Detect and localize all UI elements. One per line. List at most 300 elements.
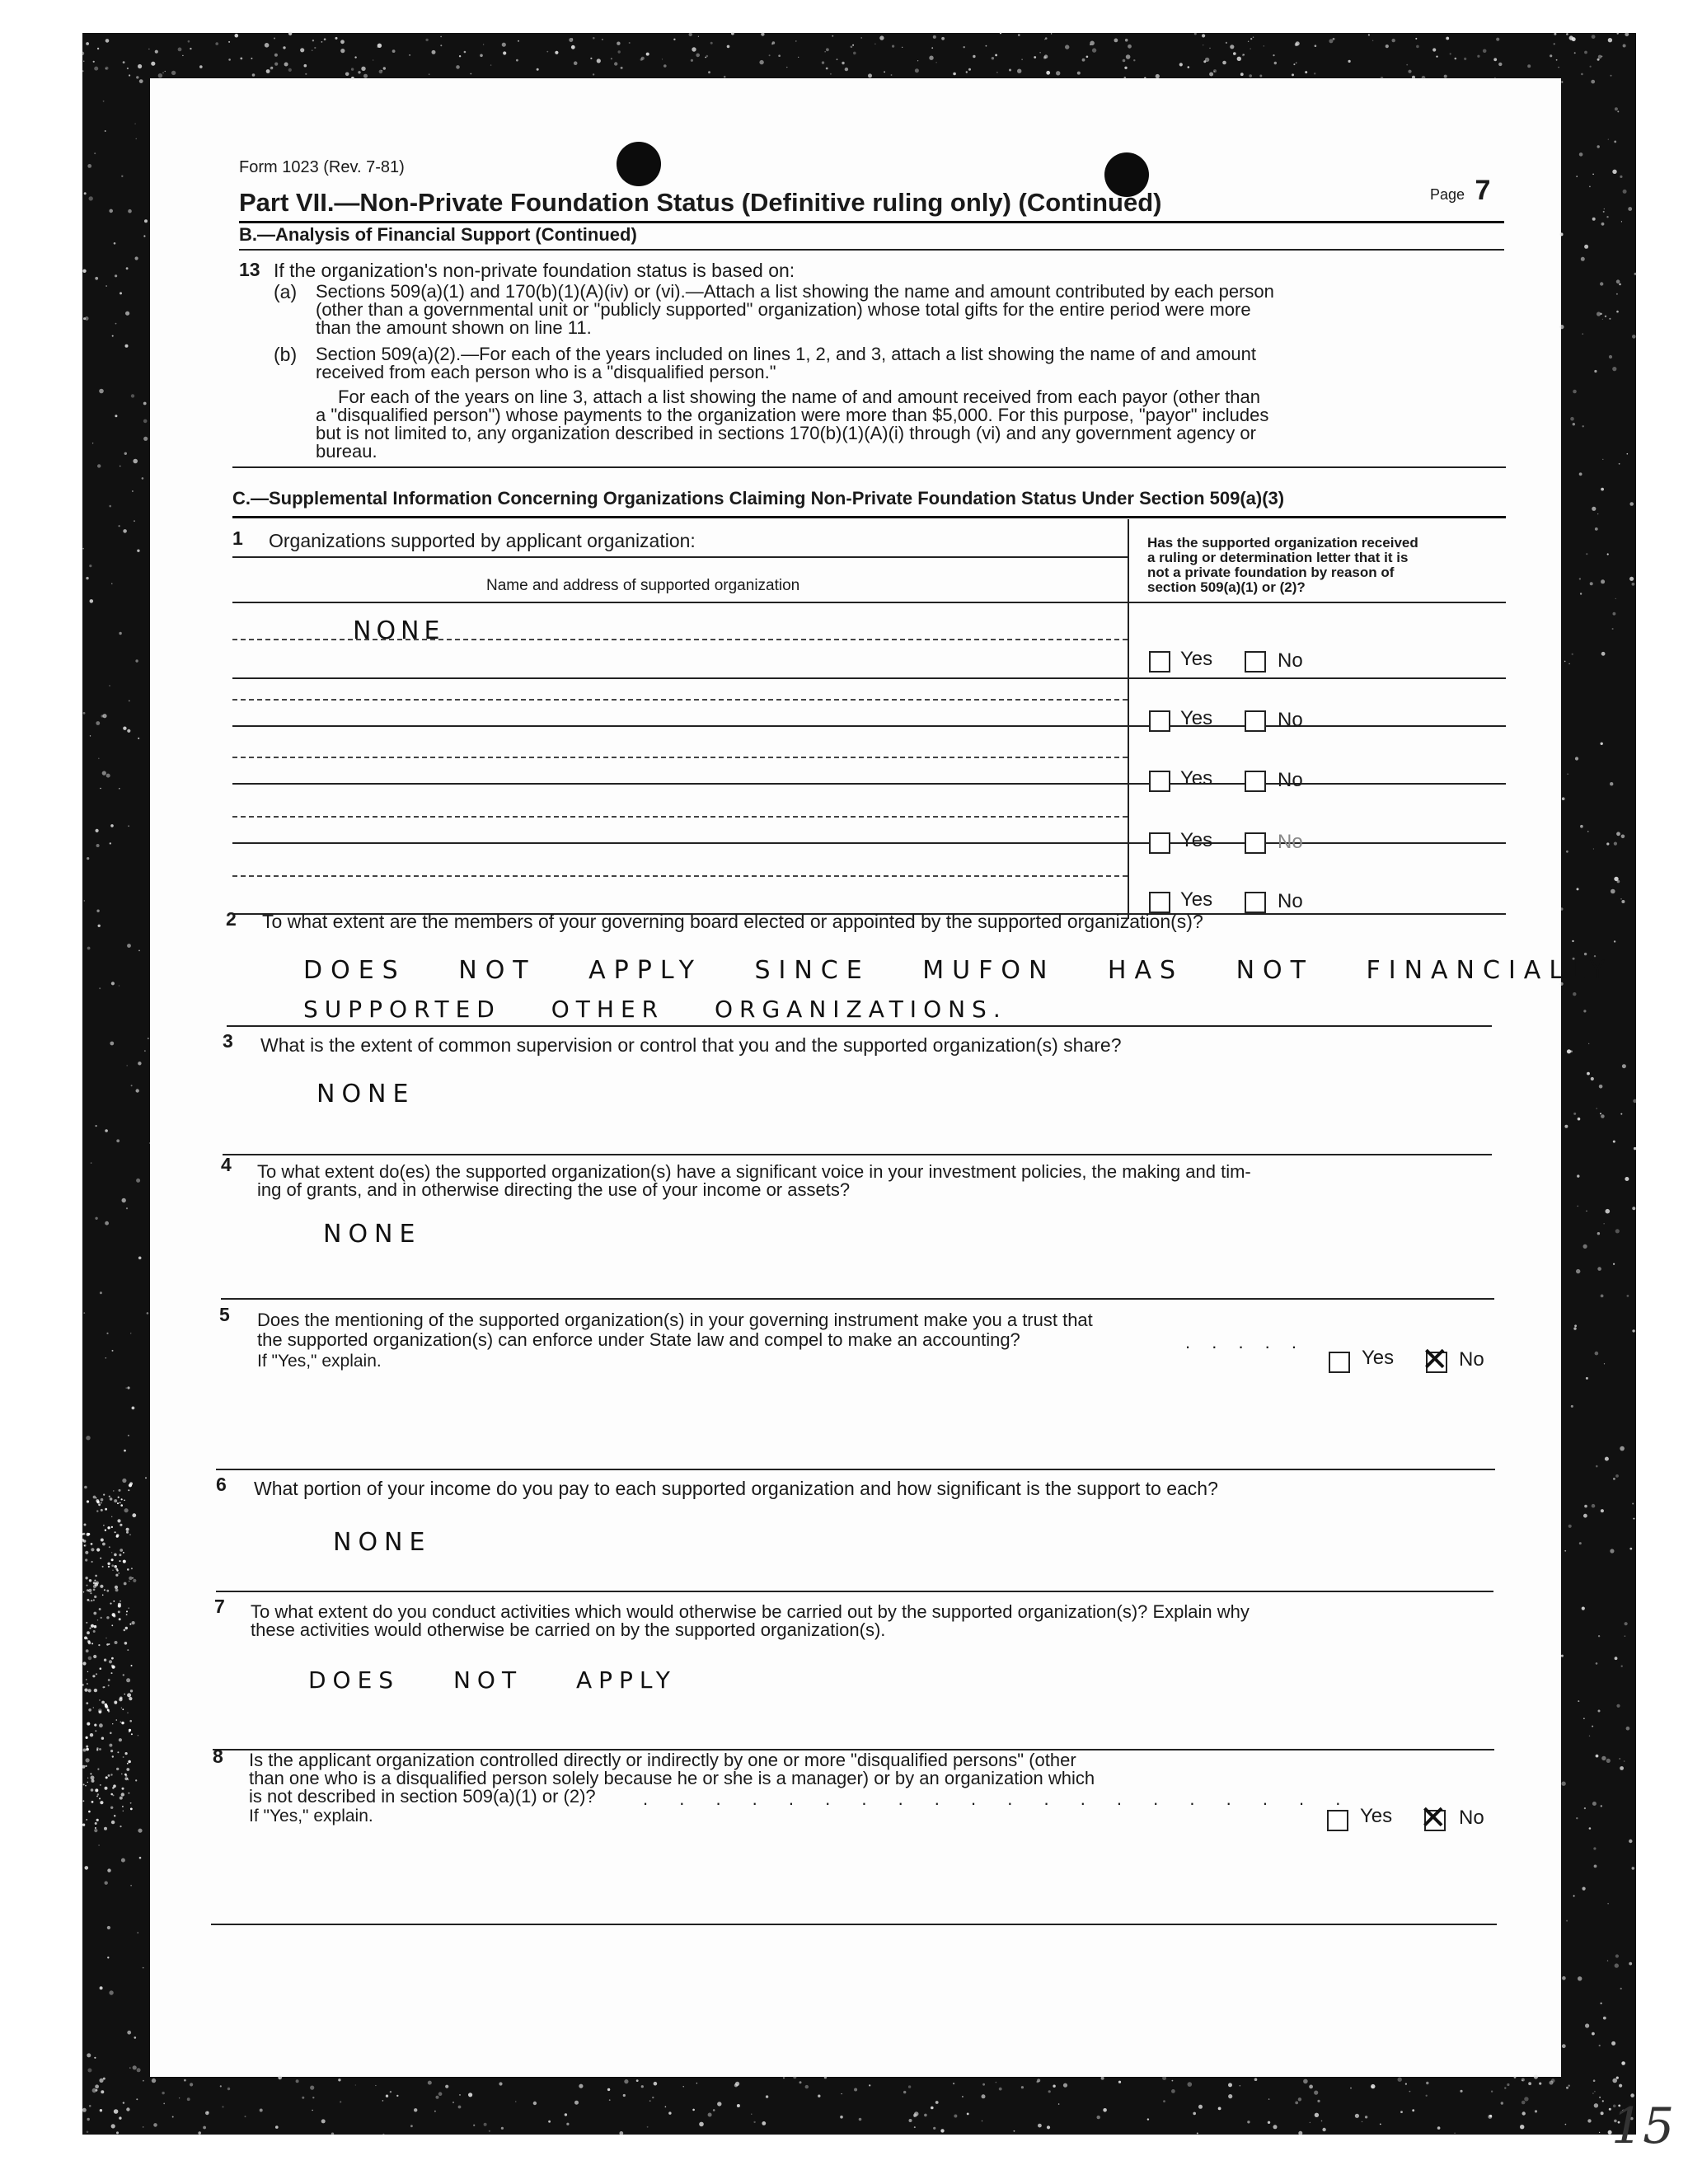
scan-speck (87, 164, 91, 168)
scan-speck (123, 1674, 124, 1675)
scan-speck (87, 857, 89, 860)
scan-speck (111, 583, 112, 584)
scan-speck (609, 2099, 611, 2101)
scan-speck (1584, 953, 1587, 955)
scan-speck (106, 67, 109, 70)
scan-speck (611, 58, 612, 59)
title-rule (239, 221, 1504, 223)
scan-speck (914, 2126, 916, 2128)
scan-speck (120, 466, 121, 467)
scan-speck (94, 1689, 97, 1692)
scan-speck (826, 48, 829, 51)
scan-speck (1444, 75, 1447, 78)
scan-speck (727, 45, 730, 49)
scan-speck (1611, 889, 1615, 894)
scan-speck (793, 2075, 796, 2079)
q1-row-3-no-label: No (1278, 769, 1303, 791)
scan-speck (86, 1679, 87, 1680)
scan-speck (1597, 145, 1600, 148)
scan-speck (705, 57, 706, 59)
scan-speck (555, 51, 558, 54)
scan-speck (115, 274, 117, 277)
scan-speck (358, 71, 360, 73)
scan-speck (1620, 176, 1622, 178)
scan-speck (501, 2127, 504, 2130)
q1-number: 1 (232, 527, 243, 549)
scan-speck (300, 48, 304, 52)
q1-row-2-line (232, 699, 1128, 701)
scan-speck (1437, 2126, 1441, 2130)
scan-speck (1598, 55, 1602, 59)
scan-speck (1612, 628, 1614, 630)
scan-speck (1194, 33, 1197, 35)
q13-b-line-3: For each of the years on line 3, attach a list showing the name of and amount received from each payor (other than (338, 387, 1260, 407)
scan-speck (107, 1563, 110, 1565)
scan-speck (99, 1710, 102, 1713)
scan-speck (187, 2097, 190, 2101)
scan-speck (1188, 66, 1190, 68)
scan-speck (1579, 152, 1583, 157)
scan-speck (1398, 2078, 1402, 2082)
scan-speck (115, 1641, 118, 1644)
scan-speck (96, 829, 99, 832)
scan-speck (1273, 2125, 1278, 2129)
scan-speck (941, 37, 945, 40)
scan-speck (967, 2113, 969, 2116)
scan-speck (86, 577, 88, 579)
scan-speck (340, 2101, 341, 2102)
scan-speck (1615, 1954, 1619, 1957)
scan-speck (1584, 245, 1588, 249)
scan-speck (132, 1407, 135, 1410)
q4-number: 4 (221, 1154, 232, 1175)
scan-speck (283, 46, 285, 49)
scan-speck (396, 2095, 398, 2097)
scan-speck (483, 44, 484, 45)
scan-speck (139, 79, 143, 83)
scan-speck (115, 1568, 118, 1571)
scan-speck (251, 58, 252, 59)
scan-speck (1632, 335, 1636, 339)
scan-speck (548, 2121, 551, 2123)
scan-speck (91, 1801, 94, 1803)
scan-speck (1587, 831, 1588, 832)
scan-speck (708, 71, 710, 73)
scan-speck (1240, 73, 1244, 76)
scan-speck (1580, 825, 1583, 828)
scan-speck (935, 62, 936, 63)
scan-speck (1571, 1405, 1573, 1408)
scan-speck (149, 1142, 151, 1144)
scan-speck (112, 1787, 115, 1789)
scan-speck (107, 1709, 110, 1712)
scan-speck (1632, 583, 1635, 586)
scan-speck (120, 292, 122, 294)
scan-speck (1620, 1766, 1624, 1770)
scan-speck (1634, 1147, 1636, 1150)
scan-speck (86, 1436, 90, 1440)
q1-row-1-yes-checkbox[interactable] (1149, 651, 1170, 673)
scan-speck (94, 1829, 97, 1832)
scan-speck (99, 1797, 101, 1799)
scan-speck (122, 1708, 124, 1710)
scan-speck (1295, 2102, 1298, 2105)
scan-speck (1274, 62, 1277, 64)
scan-speck (90, 735, 91, 736)
scan-speck (1077, 72, 1081, 75)
scan-speck (1118, 2081, 1121, 2083)
scan-speck (654, 2082, 658, 2086)
scan-speck (128, 1435, 129, 1436)
scan-speck (964, 46, 965, 48)
scan-speck (992, 57, 994, 59)
q2-number: 2 (226, 908, 237, 930)
q8-question-line-2: than one who is a disqualified person solely because he or she is a manager) or by an organization which (249, 1768, 1095, 1788)
scan-speck (123, 61, 125, 63)
scan-speck (106, 39, 110, 43)
scan-speck (182, 55, 183, 56)
scan-speck (110, 1774, 112, 1775)
scan-speck (116, 1139, 120, 1142)
q1-row-3-line (232, 757, 1128, 758)
scan-speck (986, 45, 987, 47)
q13-a-label: (a) (274, 281, 298, 302)
scan-speck (89, 1579, 91, 1582)
scan-speck (110, 1603, 111, 1605)
scan-speck (127, 68, 129, 69)
scan-speck (840, 2116, 843, 2119)
scan-speck (713, 2109, 715, 2111)
scan-speck (502, 43, 506, 47)
q5-question-line-1: Does the mentioning of the supported organization(s) in your governing instrument make you a trust that (257, 1310, 1093, 1330)
scan-speck (94, 1596, 96, 1598)
q1-ruling-header-3: not a private foundation by reason of (1147, 565, 1395, 580)
scan-speck (1406, 64, 1408, 66)
scan-speck (1568, 2085, 1570, 2087)
scan-speck (699, 2122, 704, 2127)
q5-number: 5 (219, 1304, 230, 1325)
scan-speck (1520, 2125, 1524, 2129)
scan-speck (83, 61, 85, 63)
scan-speck (1507, 2083, 1509, 2086)
scan-speck (143, 1967, 144, 1969)
scan-speck (96, 1510, 98, 1511)
scan-speck (109, 505, 111, 508)
q7-question-line-1: To what extent do you conduct activities which would otherwise be carried out by the supported organization(s)? Explain why (251, 1601, 1250, 1622)
q1-row-1-no-checkbox[interactable] (1245, 651, 1266, 673)
q13-a-line-3: than the amount shown on line 11. (316, 317, 592, 338)
scan-speck (321, 2119, 326, 2123)
scan-speck (119, 2116, 121, 2119)
scan-speck (284, 63, 288, 67)
scan-speck (1584, 1505, 1587, 1508)
scan-speck (138, 1829, 142, 1833)
scan-speck (127, 1649, 129, 1651)
scan-speck (1587, 2119, 1591, 2122)
scan-speck (340, 40, 345, 44)
scan-speck (503, 51, 506, 54)
scan-speck (1038, 2124, 1042, 2128)
scan-speck (119, 1738, 122, 1741)
scan-speck (340, 49, 345, 53)
q1-name-header: Name and address of supported organization (486, 577, 800, 594)
q8-yes-checkbox[interactable] (1327, 1810, 1348, 1831)
q5-no-label: No (1459, 1348, 1484, 1371)
scan-speck (1047, 2125, 1050, 2129)
scan-speck (106, 1333, 108, 1334)
scan-speck (91, 1543, 93, 1545)
scan-speck (1620, 1113, 1622, 1115)
scan-speck (1597, 59, 1600, 61)
scan-speck (86, 1637, 87, 1638)
scan-speck (100, 1784, 101, 1786)
scan-speck (87, 1599, 90, 1601)
scan-speck (1614, 877, 1618, 881)
scan-speck (95, 2084, 99, 2088)
scan-speck (1034, 56, 1036, 59)
scan-speck (126, 1387, 127, 1388)
scan-speck (1615, 1963, 1619, 1967)
scan-speck (1564, 1125, 1568, 1128)
scan-speck (107, 1868, 110, 1872)
q8-rule (211, 1924, 1497, 1925)
scan-speck (96, 1548, 100, 1551)
scan-speck (1616, 832, 1620, 836)
scan-speck (220, 2085, 222, 2087)
scan-speck (1598, 1710, 1601, 1713)
scan-speck (1314, 2091, 1318, 2095)
q1-row-4-no-checkbox[interactable] (1245, 832, 1266, 854)
scan-speck (312, 40, 314, 41)
scan-speck (1607, 1903, 1608, 1904)
scan-speck (116, 2131, 119, 2134)
scan-speck (617, 42, 620, 45)
scan-speck (94, 1580, 96, 1582)
scan-speck (92, 2088, 96, 2093)
scan-speck (324, 38, 326, 40)
scan-speck (1632, 1329, 1634, 1332)
scan-speck (1573, 992, 1576, 996)
scan-speck (111, 1516, 112, 1517)
q4-rule (221, 1298, 1494, 1300)
scan-speck (84, 1486, 87, 1489)
scan-speck (131, 1733, 133, 1735)
scan-speck (1623, 190, 1627, 194)
scan-speck (99, 2079, 103, 2083)
scan-speck (1583, 1514, 1587, 1518)
scan-speck (799, 2081, 802, 2083)
scan-speck (1607, 1960, 1608, 1961)
scan-speck (203, 2126, 206, 2130)
scan-speck (1573, 423, 1575, 425)
scan-speck (109, 1496, 110, 1497)
scan-speck (105, 1704, 108, 1708)
scan-speck (1621, 1666, 1623, 1667)
scan-speck (652, 2097, 654, 2098)
scan-speck (590, 58, 592, 59)
q1-row-4-yes-checkbox[interactable] (1149, 832, 1170, 854)
scan-speck (902, 47, 903, 48)
scan-speck (82, 1684, 84, 1686)
scan-speck (1612, 170, 1616, 174)
scan-speck (375, 2085, 376, 2086)
scan-speck (97, 464, 101, 467)
scan-speck (1209, 73, 1213, 77)
scan-speck (85, 1577, 87, 1579)
scan-speck (312, 2097, 314, 2098)
scan-speck (1617, 110, 1619, 112)
scan-speck (1014, 2130, 1015, 2132)
scan-speck (1561, 1782, 1565, 1786)
scan-speck (1554, 43, 1555, 45)
scan-speck (1569, 35, 1573, 40)
scan-speck (152, 2079, 156, 2083)
scan-speck (1601, 1805, 1602, 1807)
scan-speck (127, 1693, 131, 1697)
scan-speck (1405, 2083, 1407, 2085)
scan-speck (98, 1503, 101, 1506)
scan-speck (1629, 1840, 1632, 1843)
scan-speck (127, 1778, 129, 1779)
scan-speck (321, 41, 323, 43)
scan-speck (1063, 2083, 1067, 2088)
scan-speck (982, 2094, 986, 2098)
scan-speck (1124, 77, 1127, 79)
q3-answer: NONE (316, 1080, 415, 1108)
scan-speck (853, 52, 856, 55)
q5-yes-checkbox[interactable] (1329, 1352, 1350, 1373)
scan-speck (91, 1600, 92, 1601)
scan-speck (1593, 2079, 1596, 2082)
q7-question-line-2: these activities would otherwise be carried on by the supported organization(s). (251, 1619, 886, 1640)
scan-speck (825, 51, 826, 52)
scan-speck (345, 73, 349, 77)
scan-speck (127, 2031, 131, 2035)
scan-speck (144, 1050, 146, 1052)
scan-speck (87, 1500, 89, 1502)
scan-speck (1350, 2088, 1352, 2089)
scan-speck (473, 2125, 475, 2126)
scan-speck (1103, 2108, 1107, 2112)
scan-speck (120, 1825, 121, 1827)
scan-speck (383, 67, 386, 69)
scan-speck (96, 844, 100, 847)
scan-speck (144, 219, 148, 223)
scan-speck (114, 1565, 117, 1568)
scan-speck (107, 1957, 109, 1958)
q1-row-2-bottom (232, 725, 1506, 727)
scan-speck (1594, 370, 1597, 373)
scan-speck (124, 1642, 128, 1645)
scan-speck (111, 1657, 114, 1660)
q1-row-3-yes-checkbox[interactable] (1149, 771, 1170, 792)
scan-speck (127, 1568, 129, 1571)
q1-row-4-yes-label: Yes (1180, 829, 1213, 851)
scan-speck (1568, 663, 1569, 664)
scan-speck (100, 1667, 102, 1670)
scan-speck (1504, 2087, 1506, 2088)
scan-speck (1570, 417, 1574, 421)
scan-speck (99, 1748, 101, 1750)
scan-speck (83, 1800, 85, 1802)
scan-speck (84, 1545, 86, 1547)
scan-speck (124, 452, 127, 455)
q1-row-2-no-checkbox[interactable] (1245, 710, 1266, 732)
scan-speck (123, 2102, 124, 2103)
scan-speck (1622, 1064, 1626, 1068)
scan-speck (162, 2092, 164, 2094)
scan-speck (98, 1644, 100, 1646)
scan-speck (91, 1162, 92, 1164)
scan-speck (235, 34, 239, 38)
scan-speck (172, 2116, 174, 2118)
scan-speck (1599, 2097, 1601, 2098)
scan-speck (126, 2107, 129, 2111)
scan-speck (132, 1621, 135, 1624)
scan-speck (130, 1690, 133, 1692)
scan-speck (125, 1627, 128, 1629)
scan-speck (1455, 58, 1457, 60)
scan-speck (1572, 654, 1573, 655)
scan-speck (116, 1768, 119, 1770)
scan-speck (106, 1643, 109, 1646)
scan-speck (83, 1312, 85, 1314)
scan-speck (1082, 59, 1085, 62)
q1-row-5-yes-label: Yes (1180, 888, 1213, 911)
scan-speck (97, 1769, 99, 1770)
scan-speck (1065, 45, 1069, 49)
scan-speck (109, 1660, 112, 1663)
scan-speck (445, 2085, 448, 2088)
scan-speck (458, 2106, 462, 2109)
scan-speck (1086, 56, 1089, 59)
scan-speck (90, 599, 94, 603)
scan-speck (98, 925, 101, 927)
scan-speck (138, 950, 140, 952)
scan-speck (1293, 63, 1295, 65)
scan-speck (93, 1589, 96, 1591)
scan-speck (136, 2098, 138, 2100)
section-c-rule (232, 516, 1506, 518)
scan-speck (1606, 1209, 1611, 1214)
q1-row-2-yes-checkbox[interactable] (1149, 710, 1170, 732)
scan-speck (120, 1601, 121, 1602)
scan-speck (1562, 1976, 1566, 1980)
scan-speck (305, 73, 307, 75)
scan-speck (1608, 38, 1612, 42)
scan-speck (124, 1450, 126, 1452)
scan-speck (138, 64, 142, 68)
scan-speck (390, 2091, 392, 2093)
scan-speck (1614, 940, 1615, 942)
scan-speck (621, 67, 623, 69)
scan-speck (425, 39, 428, 41)
scan-speck (89, 196, 93, 200)
scan-speck (111, 982, 115, 985)
scan-speck (222, 2106, 223, 2107)
scan-speck (155, 50, 158, 54)
scan-speck (83, 1591, 84, 1592)
scan-speck (89, 1628, 91, 1629)
scan-speck (1586, 1377, 1588, 1380)
scan-speck (109, 1990, 113, 1994)
scan-speck (109, 209, 113, 213)
scan-speck (120, 1504, 123, 1507)
scan-speck (982, 2083, 985, 2086)
scan-speck (1607, 553, 1609, 555)
q1-row-3-no-checkbox[interactable] (1245, 771, 1266, 792)
q1-row-5-no-checkbox[interactable] (1245, 892, 1266, 913)
